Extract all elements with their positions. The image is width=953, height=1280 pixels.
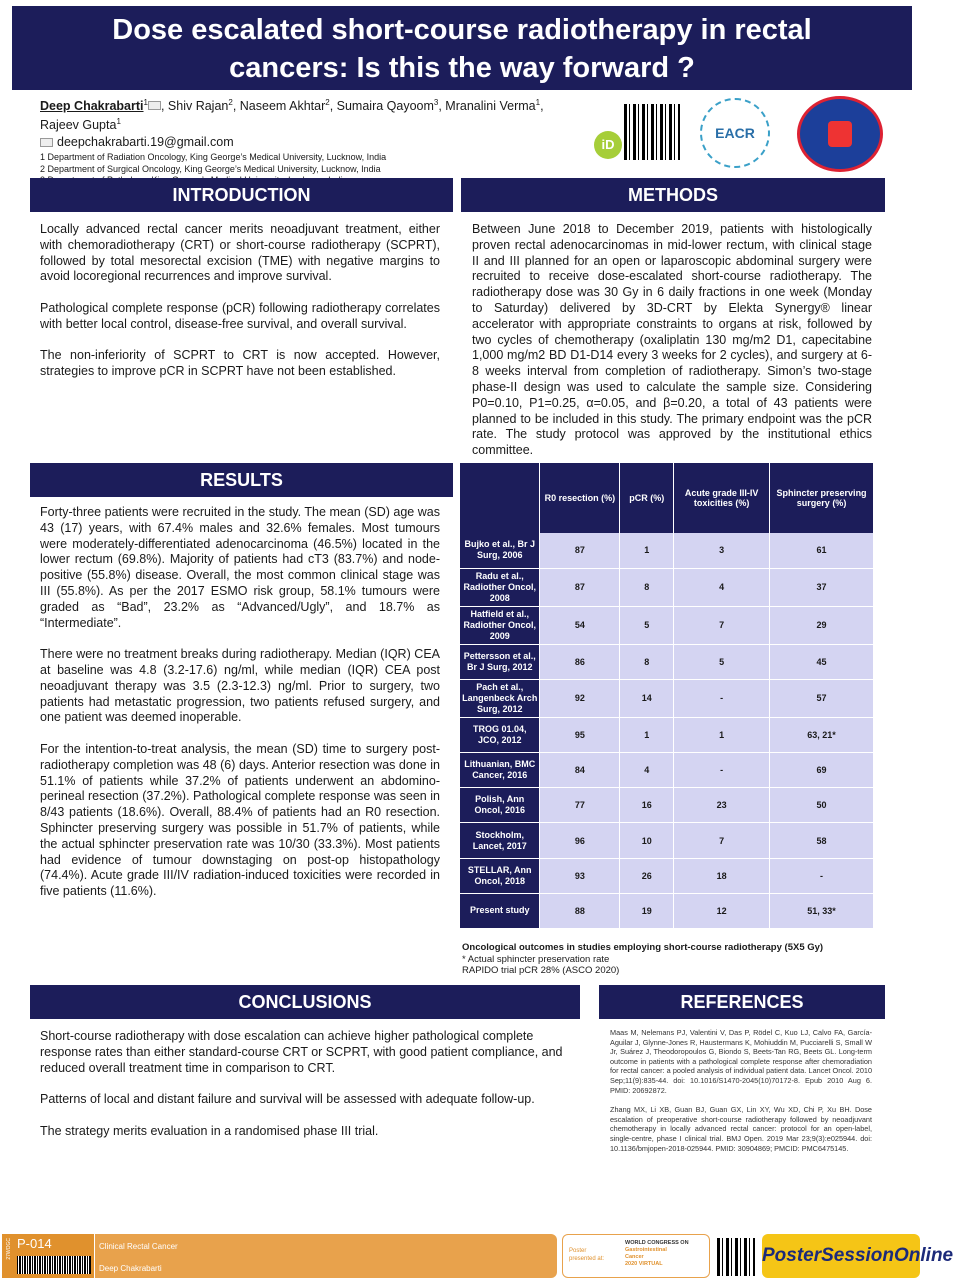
- poster-author: Deep Chakrabarti: [99, 1264, 162, 1273]
- table-cell: 1: [620, 717, 674, 752]
- author-email[interactable]: deepchakrabarti.19@gmail.com: [57, 135, 234, 150]
- table-row: [460, 679, 874, 717]
- conclusion-paragraph-2: Patterns of local and distant failure and survival will be assessed with adequate follow-up.: [40, 1092, 535, 1107]
- table-cell: 92: [540, 679, 620, 717]
- table-cell: 88: [540, 893, 620, 928]
- reference-item: Zhang MX, Li XB, Guan BJ, Guan GX, Lin XY, Wu XD, Chi P, Xu BH. Dose escalation of preoperative short-course radiotherapy followed by neoadjuvant chemotherapy in locally advanced rectal cancer: protocol for an open-label, single-centre, phase I clinical trial. BMJ Open. 2019 Mar 23;9(3):e025944. doi: 10.1136/bmjopen-2018-025944. PMID: 30904869; PMCID: PMC6475145.: [610, 1105, 872, 1153]
- table-row: [460, 644, 874, 679]
- conclusions-body: [40, 1029, 572, 1155]
- table-row: [460, 858, 874, 893]
- references-header: REFERENCES: [599, 985, 885, 1019]
- table-cell: 8: [620, 644, 674, 679]
- table-cell: 61: [770, 533, 874, 568]
- author-block: [40, 95, 600, 187]
- footer-bar: [0, 1232, 953, 1280]
- table-cell: Stockholm, Lancet, 2017: [460, 823, 540, 858]
- table-cell: 87: [540, 568, 620, 606]
- table-cell: 14: [620, 679, 674, 717]
- table-note-1: * Actual sphincter preservation rate: [462, 953, 610, 965]
- table-row: [460, 717, 874, 752]
- logo-strip: [592, 96, 912, 176]
- university-seal-logo: [797, 96, 883, 172]
- table-cell: 29: [770, 606, 874, 644]
- table-cell: 58: [770, 823, 874, 858]
- table-cell: 63, 21*: [770, 717, 874, 752]
- poster-category: Clinical Rectal Cancer: [99, 1242, 178, 1251]
- table-cell: 84: [540, 753, 620, 788]
- affiliation-1: 1 Department of Radiation Oncology, King George’s Medical University, Lucknow, India: [40, 152, 387, 163]
- table-header-cell: [460, 463, 540, 533]
- table-caption-block: [462, 942, 882, 977]
- table-row: [460, 753, 874, 788]
- table-cell: Pettersson et al., Br J Surg, 2012: [460, 644, 540, 679]
- table-cell: Polish, Ann Oncol, 2016: [460, 788, 540, 823]
- references-list: [610, 1028, 872, 1163]
- table-cell: 69: [770, 753, 874, 788]
- table-row: [460, 568, 874, 606]
- conclusion-paragraph-1: Short-course radiotherapy with dose escalation can achieve higher pathological complete response rates than either standard-course CRT or SCPRT, with good patient compliance, and reduced overall treatment time in comparison to CRT.: [40, 1029, 563, 1075]
- email-line: [40, 134, 600, 150]
- table-cell: 51, 33*: [770, 893, 874, 928]
- table-cell: 93: [540, 858, 620, 893]
- title-line-2: cancers: Is this the way forward ?: [229, 52, 695, 84]
- methods-header: METHODS: [461, 178, 885, 212]
- table-header-cell: R0 resection (%): [540, 463, 620, 533]
- lead-author: Deep Chakrabarti: [40, 99, 144, 114]
- table-cell: -: [770, 858, 874, 893]
- table-cell: 45: [770, 644, 874, 679]
- outcomes-table: [460, 463, 874, 929]
- table-header-cell: Acute grade III-IV toxicities (%): [674, 463, 770, 533]
- table-cell: 1: [620, 533, 674, 568]
- table-cell: -: [674, 679, 770, 717]
- table-cell: 87: [540, 533, 620, 568]
- poster-session-online-logo[interactable]: PosterSessionOnline: [762, 1234, 920, 1278]
- poster-meta: [95, 1234, 557, 1278]
- conclusion-paragraph-3: The strategy merits evaluation in a randomised phase III trial.: [40, 1123, 379, 1138]
- conference-name: WORLD CONGRESS ON Gastrointestinal Cancer 2020 VIRTUAL: [625, 1240, 689, 1267]
- author-names: Deep Chakrabarti$^1$ , Shiv Rajan$^2$, Naseem Akhtar$^2$, Sumaira Qayoom$^3$, Mranalini Verma$^1$, Rajeev Gupta$^1$: [40, 98, 544, 133]
- table-cell: 37: [770, 568, 874, 606]
- table-cell: 3: [674, 533, 770, 568]
- results-body: [40, 505, 440, 916]
- results-header: RESULTS: [30, 463, 453, 497]
- presented-at-label: Poster presented at:: [569, 1248, 605, 1262]
- table-cell: 23: [674, 788, 770, 823]
- table-cell: 86: [540, 644, 620, 679]
- methods-paragraph: Between June 2018 to December 2019, patients with histologically proven rectal adenocarcinomas in mid-lower rectum, with clinical stage II and III planned for an open or laparoscopic abdominal surgery were recruited to receive dose-escalated short-course radiotherapy. The radiotherapy dose was 30 Gy in 6 daily fractions in one week (Monday to Saturday) delivered by 3D-CRT by Elekta Synergy® linear accelerator with appropriate constraints to organs at risk, followed by two cycles of chemotherapy (oxaliplatin 130 mg/m2 D1, capecitabine 1,000 mg/m2 BD D1-D14 every 3 weeks for 2 cycles), and surgery at 6-8 weeks interval from completion of radiotherapy. Simon’s two-stage phase-II design was used to calculate the sample size. Considering P0=0.10, P1=0.25, α=0.05, and β=0.20, a total of 43 patients were planned to be included in this study. The primary endpoint was the pCR rate. The study protocol was approved by the institutional ethics committee.: [472, 222, 872, 458]
- title-line-1: Dose escalated short-course radiotherapy in rectal: [112, 14, 812, 46]
- table-cell: 8: [620, 568, 674, 606]
- table-cell: Pach et al., Langenbeck Arch Surg, 2012: [460, 679, 540, 717]
- table-row: [460, 788, 874, 823]
- table-cell: 1: [674, 717, 770, 752]
- table-cell: 5: [674, 644, 770, 679]
- table-row: [460, 893, 874, 928]
- table-cell: 4: [620, 753, 674, 788]
- table-cell: 7: [674, 606, 770, 644]
- table-cell: Radu et al., Radiother Oncol, 2008: [460, 568, 540, 606]
- barcode-icon: [17, 1256, 91, 1274]
- table-cell: 50: [770, 788, 874, 823]
- table-cell: Hatfield et al., Radiother Oncol, 2009: [460, 606, 540, 644]
- table-cell: 26: [620, 858, 674, 893]
- poster-id: P-014: [17, 1236, 52, 1251]
- table-cell: -: [674, 753, 770, 788]
- introduction-body: [40, 222, 440, 396]
- table-header-cell: Sphincter preserving surgery (%): [770, 463, 874, 533]
- qr-code-icon[interactable]: [624, 104, 680, 160]
- table-cell: 12: [674, 893, 770, 928]
- orcid-logo[interactable]: iD: [594, 131, 622, 159]
- table-cell: 5: [620, 606, 674, 644]
- table-cell: 19: [620, 893, 674, 928]
- footer-qr-code-icon[interactable]: [717, 1238, 755, 1276]
- table-cell: 77: [540, 788, 620, 823]
- results-paragraph-2: There were no treatment breaks during radiotherapy. Median (IQR) CEA at baseline was 4.8 (3.2-17.6) ng/ml, while median (IQR) CEA post neoadjuvant therapy was 3.5 (2.3-12.3) ng/ml. Prior to surgery, two patients had metastatic progression, two patients refused surgery, and one patient was deemed inoperable.: [40, 647, 440, 725]
- table-cell: 7: [674, 823, 770, 858]
- reference-item: Maas M, Nelemans PJ, Valentini V, Das P, Rödel C, Kuo LJ, Calvo FA, García-Aguilar J, Glynne-Jones R, Haustermans K, Mohiuddin M, Pucciarelli S, Small W Jr, Suárez J, Theodoropoulos G, Biondo S, Beets-Tan RG, Beets GL. Long-term outcome in patients with a pathological complete response after chemoradiation for rectal cancer: a pooled analysis of individual patient data. Lancet Oncol. 2010 Sep;11(9):835-44. doi: 10.1016/S1470-2045(10)70172-8. Epub 2010 Aug 6. PMID: 20692872.: [610, 1028, 872, 1095]
- conclusions-header: CONCLUSIONS: [30, 985, 580, 1019]
- poster-title: [12, 6, 912, 87]
- intro-paragraph-3: The non-inferiority of SCPRT to CRT is now accepted. However, strategies to improve pCR in SCPRT have not been established.: [40, 348, 440, 379]
- table-row: [460, 606, 874, 644]
- results-paragraph-1: Forty-three patients were recruited in the study. The mean (SD) age was 43 (17) years, with 67.4% males and 32.6% females. Most tumours were moderately-differentiated adenocarcinoma (46.5%) located in the lower rectum (69.8%). Majority of patients had cT3 (83.7%) and node-positive (55.8%) disease. Overall, the most common clinical stage was III (55.8%). As per the 2017 ESMO risk group, 58.1% tumours were graded as “Bad”, 23.2% as “Advanced/Ugly”, and 18.7% as “Intermediate”.: [40, 505, 440, 630]
- table-cell: 18: [674, 858, 770, 893]
- table-cell: 96: [540, 823, 620, 858]
- affiliation-2: 2 Department of Surgical Oncology, King George’s Medical University, Lucknow, India: [40, 163, 381, 174]
- conference-badge: [562, 1234, 710, 1278]
- table-caption: Oncological outcomes in studies employing short-course radiotherapy (5X5 Gy): [462, 942, 824, 953]
- table-row: [460, 533, 874, 568]
- table-cell: 95: [540, 717, 620, 752]
- table-cell: Bujko et al., Br J Surg, 2006: [460, 533, 540, 568]
- table-cell: STELLAR, Ann Oncol, 2018: [460, 858, 540, 893]
- side-code: 27WOGC: [6, 1238, 12, 1260]
- table-cell: 4: [674, 568, 770, 606]
- table-cell: Lithuanian, BMC Cancer, 2016: [460, 753, 540, 788]
- table-cell: 54: [540, 606, 620, 644]
- table-header-cell: pCR (%): [620, 463, 674, 533]
- table-cell: 10: [620, 823, 674, 858]
- table-cell: 57: [770, 679, 874, 717]
- intro-paragraph-1: Locally advanced rectal cancer merits neoadjuvant treatment, either with chemoradiotherapy (CRT) or short-course radiotherapy (SCPRT), followed by total mesorectal excision (TME) with negative margins to avoid locoregional recurrences and improve survival.: [40, 222, 440, 284]
- table-row: [460, 823, 874, 858]
- poster-title-banner: [12, 6, 912, 90]
- table-header-row: [460, 463, 874, 533]
- envelope-icon: [40, 138, 53, 147]
- results-paragraph-3: For the intention-to-treat analysis, the mean (SD) time to surgery post-radiotherapy completion was 48 (6) days. Anterior resection was done in 51.1% of patients while 37.2% of patients underwent an abdomino-perineal resection (37.2%). Pathological complete response was seen in 8/43 patients (18.6%). Overall, 88.4% of patients had an R0 resection. Sphincter preserving surgery was possible in 51.7% of patients, while the actual sphincter preservation rate was 10/30 (33.3%). Most patients had evidence of tumour downstaging on post-op histopathology (74.4%). Acute grade III/IV radiation-induced toxicities were recorded in five patients (11.6%).: [40, 741, 440, 899]
- poster-id-box: [2, 1234, 94, 1278]
- intro-paragraph-2: Pathological complete response (pCR) following radiotherapy correlates with better local control, disease-free survival, and overall survival.: [40, 300, 440, 331]
- mail-flag-icon: [148, 101, 161, 110]
- table-note-2: RAPIDO trial pCR 28% (ASCO 2020): [462, 965, 620, 976]
- methods-body: [472, 222, 872, 475]
- eacr-member-logo: EACR: [700, 98, 770, 168]
- introduction-header: INTRODUCTION: [30, 178, 453, 212]
- table-cell: Present study: [460, 893, 540, 928]
- table-cell: TROG 01.04, JCO, 2012: [460, 717, 540, 752]
- table-cell: 16: [620, 788, 674, 823]
